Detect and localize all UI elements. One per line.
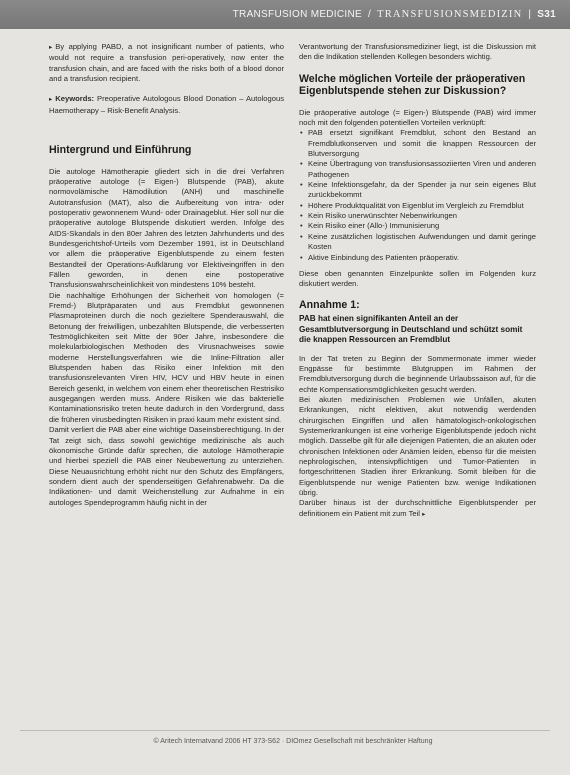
arrow-right-icon: ▸ [49,44,53,51]
header-separator: / [367,9,372,20]
page-footer: © Aritech Internatvand 2006 HT 373-S62 · DIOmez Gesellschaft mit beschränkter Haftung [153,738,433,745]
list-item: • Kein Risiko einer (Allo-) Immunisierung [308,221,536,231]
paragraph: In der Tat treten zu Beginn der Sommermonate immer wieder Engpässe für bestimmte Blutgruppen im Rahmen der Fremdblutversorgung durch die beginnende Urlaubssaison auf, für die echte Kompensationsmöglichkeiten gesucht werden. [299,353,536,394]
arrow-right-icon: ▸ [49,96,53,104]
page-header [0,0,570,29]
list-item: • Aktive Einbindung des Patienten präoperativ. [308,253,536,263]
assumption-subtitle: PAB hat einen signifikanten Anteil an der Gesamtblutversorgung in Deutschland und schützt somit die knappen Ressourcen an Fremdblut [299,314,523,345]
list-item: • PAB ersetzt signifikant Fremdblut, schont den Bestand an Fremdblutkonserven und somit die knappen Ressourcen der Blutversorgung [308,128,536,159]
section-heading: Hintergrund und Einführung [49,144,192,157]
paragraph: Damit verliert die PAB aber eine wichtige Daseinsberechtigung. In der Tat zeigt sich, dass sowohl gewichtige medizinische als auch ökonomische Gründe dafür sprechen, die autologe Hämotherapie und hierbei speziell die PAB einer Neubewertung zu unterziehen. Diese Neuausrichtung erhöht nicht nur den Schutz des Empfängers, sondern dient auch der spenderseitigen Gefahrenabwehr. Da die Indikationen- und damit Weichenstellung zur Aufnahme in ein autologes Spendeprogramm häufig nicht in der [49,425,284,507]
section-heading: Welche möglichen Vorteile der präoperativen Eigenblutspende stehen zur Diskussion? [299,72,526,98]
abstract-en: ▸ By applying PABD, a not insignificant number of patients, who would not require a transfusion peri-operatively, now enter the transfusion chain, and are faced with the risks both of a blood donor and a transfusion recipient. [49,42,284,84]
page-number: S31 [537,9,556,20]
paragraph: Darüber hinaus ist der durchschnittliche Eigenblutspender per definitionem ein Patient mit zum Teil ▸ [299,498,536,518]
keywords: ▸ Keywords: Preoperative Autologous Blood Donation – Autologous Haemotherapy – Risk-Benefit Analysis. [49,94,284,115]
paragraph: Die nachhaltige Erhöhungen der Sicherheit von homologen (= Fremd-) Blutpräparaten und aus Fremdblut gewonnenen Plasmaproteinen durch die noch gezieltere Spenderauswahl, die Betonung der freiwilligen, unbezahlten Blutspende, die verbesserten Testmöglichkeiten seit Mitte der 90er Jahre, insbesondere die molekularbiologischen Methoden des Virusnachweises sowie moderne Herstellungsverfahren wie die Inline-Filtration aller Blutspenden haben das Risiko einer Infektion mit den transfusionsrelevanten Viren HIV, HCV und HBV heute in einen Bereich gesenkt, in welchem von einem eher theoretischen Restrisiko ausgegangen werden muss. Andere Risiken wie das bakterielle Kontaminationsrisiko treten heute dadurch in den Vordergrund, dass die früheren virusbedingten Risiken in praxi kaum mehr existent sind. [49,290,284,424]
paragraph: Die präoperative autologe (= Eigen-) Blutspende (PAB) wird immer noch mit den folgenden potentiellen Vorteilen verknüpft: [299,107,536,128]
section-title-en: TRANSFUSION MEDICINE [232,9,362,20]
footer-divider [20,730,550,731]
list-item: • Kein Risiko unerwünschter Nebenwirkungen [308,211,536,221]
list-item: • Keine zusätzlichen logistischen Aufwendungen und damit geringe Kosten [308,232,536,253]
right-column [299,42,536,520]
assumption-title: Annahme 1: [299,298,360,311]
list-item: • Höhere Produktqualität von Eigenblut im Vergleich zu Fremdblut [308,201,536,211]
paragraph: Diese oben genannten Einzelpunkte sollen im Folgenden kurz diskutiert werden. [299,268,536,289]
left-column [49,42,284,508]
list-item: • Keine Übertragung von transfusionsassoziierten Viren und anderen Pathogenen [308,159,536,180]
list-item: • Keine Infektionsgefahr, da der Spender ja nur sein eigenes Blut zurückbekommt [308,180,536,201]
arrow-right-icon: ▸ [422,510,426,518]
header-separator: | [528,9,532,20]
paragraph: Die autologe Hämotherapie gliedert sich in die drei Verfahren präoperative autologe (= Eigen-) Blutspende (PAB), akute normovolämische Hämodilution (ANH) und maschinelle Autotransfusion (MAT), also die Aufbereitung von intra- oder postoperativ gewonnenem Wund- oder Drainageblut. Hier soll nur die präoperative autologe Blutspende diskutiert werden. Infolge des AIDS-Skandals in den 80er Jahren des letzten Jahrhunderts und des Bundesgerichtshof-Urteils vom Dezember 1991, ist in Deutschland vor allem die präoperative Eigenblutspende zu einem festen Bestandteil der Operations-Aufklärung vor Elektiveingriffen in den Fällen geworden, in denen eine postoperative Transfusionswahrscheinlichkeit von mindestens 10% besteht. [49,166,284,290]
advantages-list [299,128,536,262]
paragraph: Bei akuten medizinischen Problemen wie Unfällen, akuten Erkrankungen, nicht elektiven, akut notwendig werdenden chirurgischen Eingriffen und allen hämatologisch-onkologischen Systemerkrankungen ist eine vorherige Eigenblutspende jedoch nicht möglich. Dasselbe gilt für alle diejenigen Patienten, die an akuten oder chronischen Infektionen oder Anämien leiden, ebenso für die meisten nephrologischen, intensivpflichtigen und Tumor-Patienten in fortgeschrittenen Stadien ihrer Erkrankung. Somit bleiben für die Eigenblutspende nur wenige Patienten bzw. wenige Indikationen übrig. [299,394,536,497]
section-title-de: TRANSFUSIONSMEDIZIN [377,9,523,20]
paragraph: Verantwortung der Transfusionsmediziner liegt, ist die Diskussion mit den die Indikation stellenden Kollegen besonders wichtig. [299,42,536,62]
